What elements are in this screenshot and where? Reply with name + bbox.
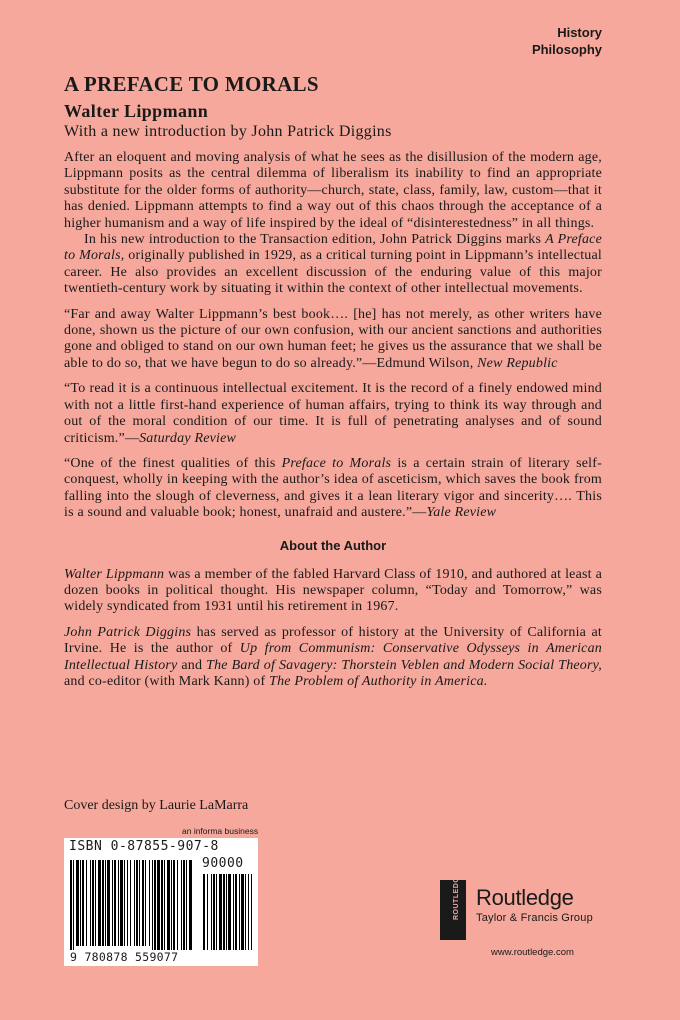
book-author: Walter Lippmann [64,101,209,121]
barcode-bar [120,860,123,946]
addon-barcode-bar [213,874,215,950]
barcode-bar [136,860,138,946]
subject-categories [532,24,602,58]
barcode-bar [189,860,192,950]
addon-barcode-bar [239,874,240,950]
barcode-bar [95,860,96,946]
lippmann-bio [64,567,602,616]
bio-text: has served as professor of history at the University of California at Irvine. He is the author of [64,624,602,657]
book-title-italic: A Preface to Morals, [64,232,602,264]
about-author-heading: About the Author [279,537,387,553]
cover-design-credit: Cover design by Laurie LaMarra [64,798,249,813]
addon-barcode-bar [216,874,217,950]
barcode-bar [152,860,153,950]
addon-barcode-bar [207,874,208,950]
barcode-bar [139,860,140,946]
addon-barcode-bar [228,874,231,950]
addon-barcode-bar [235,874,237,950]
addon-barcode-bar [203,874,205,950]
barcode-bar [124,860,125,946]
book-title-italic: The Bard of Savagery: Thorstein Veblen and Modern Social Theory, [206,657,602,673]
barcode-bar [76,860,79,946]
barcode-bar [145,860,146,946]
barcode-bar [80,860,81,946]
addon-barcode-bar [241,874,244,950]
book-title-italic: The Problem of Authority in America. [269,673,488,689]
review-text: is a certain strain of literary self-conquest, wholly in keeping with the author’s idea of asceticism, which saves the book from falling into the slough of cleverness, and gives it a lean literary vigor and sincerity…. This is a sound and valuable book; honest, unafraid and austere.”— [64,455,602,521]
barcode-bar [112,860,113,946]
barcode-bar [102,860,104,946]
book-title: A PREFACE TO MORALS [64,72,319,96]
author-name: Walter Lippmann [64,566,165,582]
barcode-bar [107,860,110,946]
barcode-bar [90,860,91,946]
barcode-bar [98,860,101,946]
barcode-bar [73,860,74,950]
barcode-bar [171,860,172,950]
barcode-bar [149,860,150,946]
addon-barcode-bar [219,874,222,950]
barcode-bar [105,860,106,946]
review-quote [64,307,602,373]
mark-text: ROUTLEDGE [453,871,460,920]
barcode-bar [164,860,165,950]
barcode-bar [114,860,116,946]
barcode-bar [154,860,156,950]
barcode-bar [130,860,131,946]
barcode-bar [134,860,135,946]
barcode-bar [177,860,178,950]
publisher-group: Taylor & Francis Group [476,912,593,924]
review-text: “One of the finest qualities of this [64,455,282,471]
barcode-bar [142,860,144,946]
barcode-bar [181,860,182,950]
bio-text: and co-editor (with Mark Kann) of [64,673,270,689]
price-code: 90000 [202,856,244,871]
addon-barcode-bar [233,874,234,950]
barcode-bar [70,860,72,950]
review-source: New Republic [477,355,558,371]
description-text: In his new introduction to the Transaction edition, John Patrick Diggins marks [84,232,546,248]
review-text: “To read it is a continuous intellectual excitement. It is the record of a finely endowed mind with not a little first-hand experience of human affairs, trying to think its way through and out of the moral condition of our time. It is full of penetrating analyses and of sound criticism.”— [64,381,602,446]
ean-number: 9 780878 559077 [70,950,179,964]
barcode-bar [157,860,160,950]
publisher-name: Routledge [476,885,574,910]
addon-barcode-bar [226,874,227,950]
barcode-bar [167,860,170,950]
barcode-bar [183,860,185,950]
barcode-bar [127,860,128,946]
barcode-bar [92,860,94,946]
isbn-number: ISBN 0-87855-907-8 [69,839,219,854]
addon-barcode-bar [245,874,246,950]
description-paragraph-1: After an eloquent and moving analysis of what he sees as the disillusion of the modern age, Lippmann posits as the central dilemma of liberalism its inability to find an appropriate substitute for the older forms of authority—church, state, class, family, law, custom—that it has denied. Lippmann attempts to find a way out of this chaos through the acceptance of a higher humanism and a way of life inspired by the ideal of “disinterestedness” in all things. [64,150,602,231]
barcode-bar [86,860,87,946]
routledge-logo [440,871,610,950]
subject-history: History [557,25,602,40]
review-quote [64,456,602,522]
barcode-bar [82,860,84,946]
introduction-credit: With a new introduction by John Patrick Diggins [64,123,392,140]
addon-barcode-bar [248,874,249,950]
barcode-bar [173,860,175,950]
review-source: Saturday Review [139,430,237,446]
barcode-bar [118,860,119,946]
bio-text: was a member of the fabled Harvard Class of 1910, and authored at least a dozen books in political thought. His newspaper column, “Today and Tomorrow,” was widely syndicated from 1931 until his retirement in 1967. [64,566,602,615]
routledge-mark-icon [440,871,466,940]
description-paragraph-2 [64,232,602,298]
subject-philosophy: Philosophy [531,42,602,57]
barcode-bar [186,860,187,950]
review-text: “Far and away Walter Lippmann’s best book…. [he] has not merely, as other writers have done, shown us the picture of our own confusion, with our ancient sanctions and authorities gone and obliged to stand on our own human feet; he gives us the assurance that we shall be able to do so, that we have begun to do so already.”—Edmund Wilson, [64,306,602,371]
book-title-italic: Up from Communism: Conservative Odysseys in American Intellectual History [64,641,602,673]
addon-barcode-bar [211,874,212,950]
bio-text: and [177,657,207,673]
book-title-italic: Preface to Morals [281,455,392,471]
addon-barcode-bar [251,874,252,950]
barcode-bar [161,860,163,950]
back-cover-content [64,72,602,690]
review-source: Yale Review [426,505,497,521]
diggins-bio [64,625,602,691]
addon-barcode-bar [223,874,225,950]
author-name: John Patrick Diggins [64,624,192,640]
publisher-url: www.routledge.com [491,947,574,958]
informa-tagline: an informa business [182,826,259,836]
isbn-barcode [64,838,258,966]
description-text: originally published in 1929, as a critical turning point in Lippmann’s intellectual career. He also provides an excellent discussion of the enduring value of this major twentieth-century work by situating it within the context of other intellectual movements. [64,248,602,297]
review-quote [64,381,602,447]
